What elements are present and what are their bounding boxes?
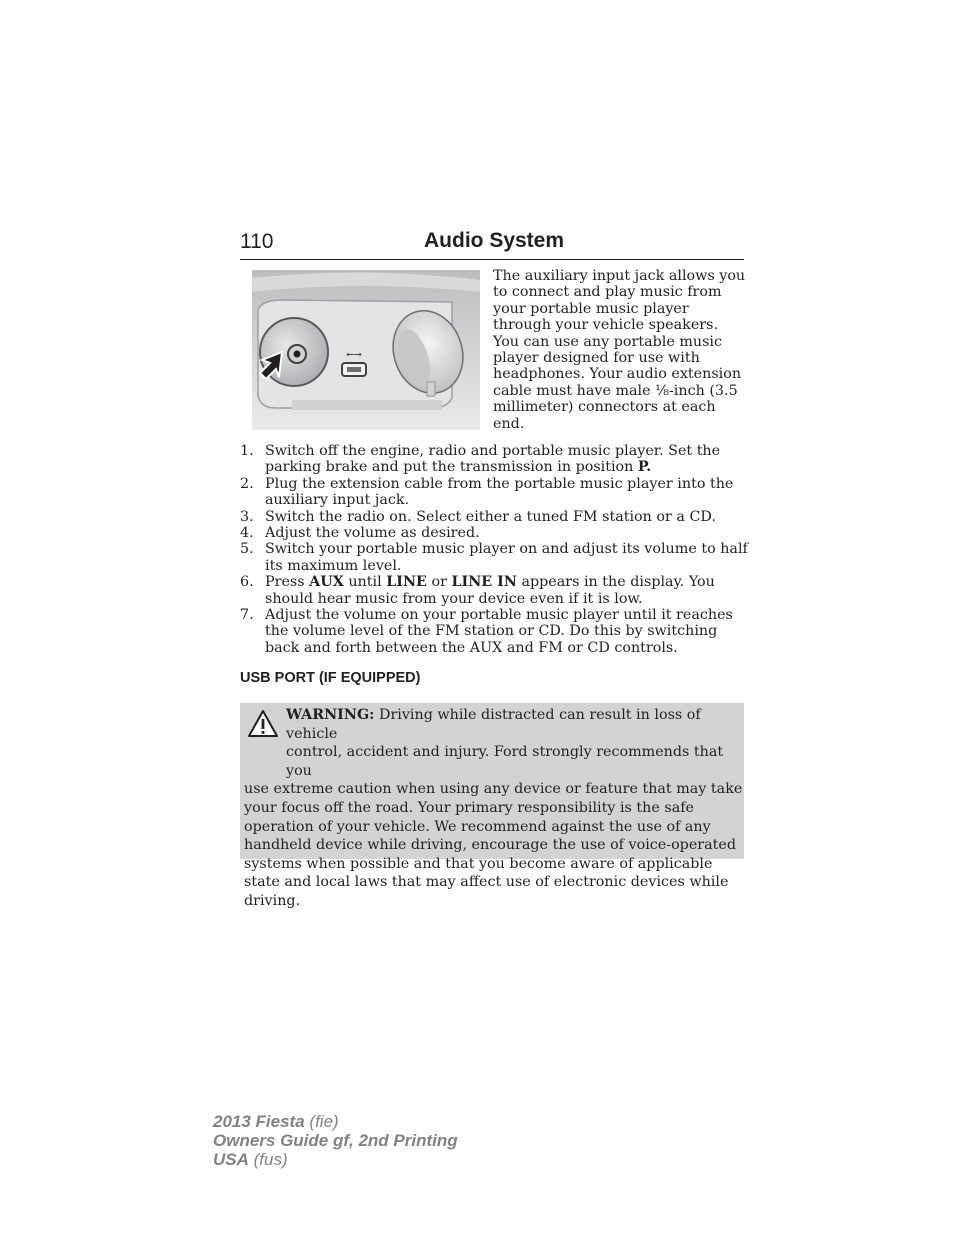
step-text: Switch the radio on. Select either a tuned FM station or a CD.: [265, 508, 716, 525]
list-item: [240, 476, 750, 509]
warning-label: WARNING:: [286, 707, 375, 723]
list-item: [240, 525, 750, 541]
footer: [213, 1112, 458, 1169]
list-item: [240, 541, 750, 574]
step-number: 4.: [240, 525, 254, 542]
step-bold: P.: [637, 459, 652, 476]
page-header: [240, 229, 744, 260]
aux-jack-illustration: [252, 270, 480, 430]
step-number: 1.: [240, 443, 254, 459]
step-text: until: [343, 574, 387, 591]
list-item: [240, 509, 750, 525]
step-text: Adjust the volume on your portable music player until it reaches the volume level of the FM station or CD. Do this by switching back and forth between the AUX and FM or CD controls.: [265, 607, 733, 656]
step-text: or: [426, 574, 452, 591]
step-bold: LINE IN: [451, 574, 517, 591]
warning-body: use extreme caution when using any device or feature that may take your focus off the road. Your primary responsibility is the safe operation of your vehicle. We recommend against the use of any handheld device while driving, encourage the use of voice-operated systems when possible and that you become aware of applicable state and local laws that may affect use of electronic devices while driving.: [244, 781, 743, 909]
step-number: 5.: [240, 541, 254, 558]
intro-paragraph: The auxiliary input jack allows you to connect and play music from your portable music player through your vehicle speakers. You can use any portable music player designed for use with headphones. Your audio extension cable must have male ⅛-inch (3.5 millimeter) connectors at each end.: [493, 268, 746, 432]
footer-market: USA: [213, 1150, 249, 1169]
step-text: appears in the display. You should hear music from your device even if it is low.: [265, 574, 715, 607]
warning-box: [240, 703, 744, 909]
step-number: 6.: [240, 574, 254, 591]
warning-line-2: control, accident and injury. Ford strongly recommends that you: [286, 744, 724, 779]
step-text: Switch off the engine, radio and portable music player. Set the parking brake and put the transmission in position: [265, 443, 721, 476]
step-number: 2.: [240, 475, 254, 492]
steps-list: [240, 443, 750, 656]
step-number: 7.: [240, 607, 254, 624]
step-bold: AUX: [309, 574, 344, 591]
footer-guide: Owners Guide gf, 2nd Printing: [213, 1131, 458, 1150]
footer-model: 2013 Fiesta: [213, 1112, 305, 1131]
svg-text:⭠⭢: ⭠⭢: [346, 349, 362, 360]
step-number: 3.: [240, 508, 254, 525]
warning-line-1: Driving while distracted can result in loss of vehicle: [286, 707, 701, 742]
list-item: [240, 574, 750, 607]
step-bold: LINE: [386, 574, 427, 591]
page-number: 110: [240, 230, 274, 253]
list-item: [240, 443, 750, 476]
step-text: Press: [265, 574, 310, 591]
list-item: [240, 607, 750, 656]
footer-market-code: (fus): [248, 1150, 288, 1169]
step-text: Switch your portable music player on and adjust its volume to half its maximum level.: [265, 541, 748, 574]
warning-text: [244, 706, 744, 911]
step-text: Plug the extension cable from the portable music player into the auxiliary input jack.: [265, 475, 734, 509]
section-title: Audio System: [424, 229, 565, 252]
footer-model-code: (fie): [304, 1112, 339, 1131]
step-text: Adjust the volume as desired.: [265, 525, 480, 542]
usb-port-heading: USB PORT (IF EQUIPPED): [240, 670, 421, 686]
